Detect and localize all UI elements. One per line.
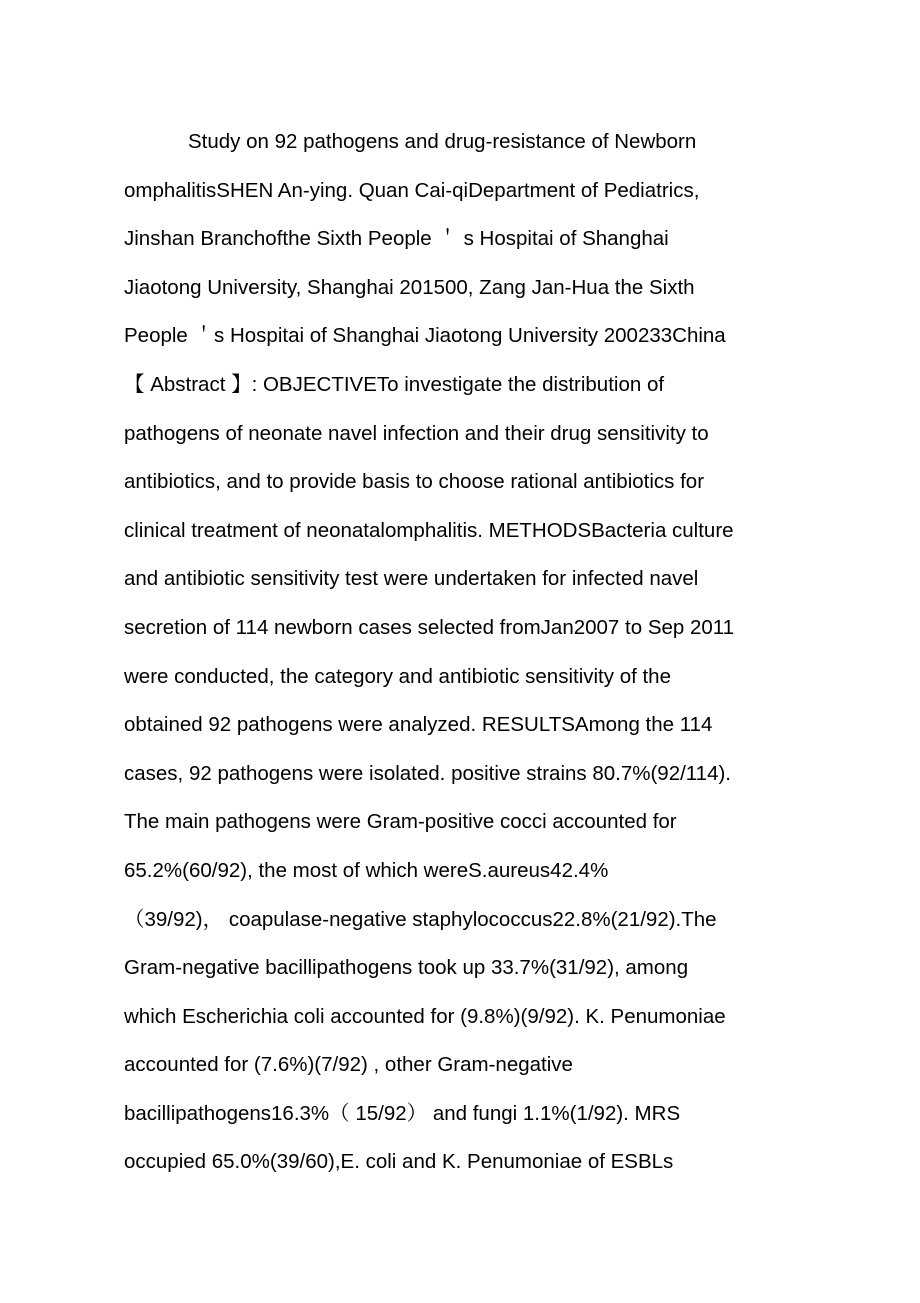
text-line: clinical treatment of neonatalomphalitis. METHODSBacteria culture <box>124 518 734 542</box>
text-line: People ＇s Hospitai of Shanghai Jiaotong University 200233China <box>124 324 726 348</box>
text-line: which Escherichia coli accounted for (9.8%)(9/92). K. Penumoniae <box>124 1004 726 1028</box>
text-line: cases, 92 pathogens were isolated. positive strains 80.7%(92/114). <box>124 761 732 785</box>
text-line: Jinshan Branchofthe Sixth People ＇ s Hospitai of Shanghai <box>124 227 669 251</box>
text-line: Gram-negative bacillipathogens took up 33.7%(31/92), among <box>124 956 689 980</box>
text-line: obtained 92 pathogens were analyzed. RESULTSAmong the 114 <box>124 713 713 737</box>
text-line: occupied 65.0%(39/60),E. coli and K. Penumoniae of ESBLs <box>124 1150 674 1174</box>
text-line: pathogens of neonate navel infection and their drug sensitivity to <box>124 421 709 445</box>
text-line: omphalitisSHEN An-ying. Quan Cai-qiDepartment of Pediatrics, <box>124 178 700 202</box>
text-line: antibiotics, and to provide basis to choose rational antibiotics for <box>124 470 705 494</box>
abstract-heading-line: 【 Abstract 】: OBJECTIVETo investigate the distribution of <box>124 372 665 396</box>
title-line: Study on 92 pathogens and drug-resistance of Newborn <box>188 130 697 153</box>
abstract-text-block <box>124 118 804 1187</box>
text-line: accounted for (7.6%)(7/92) , other Gram-negative <box>124 1053 573 1077</box>
text-line: were conducted, the category and antibiotic sensitivity of the <box>124 664 671 688</box>
text-line: 65.2%(60/92), the most of which wereS.aureus42.4% <box>124 858 609 882</box>
text-line: The main pathogens were Gram-positive cocci accounted for <box>124 810 677 834</box>
text-line: Jiaotong University, Shanghai 201500, Zang Jan-Hua the Sixth <box>124 275 695 299</box>
text-line: and antibiotic sensitivity test were undertaken for infected navel <box>124 567 699 591</box>
text-line: bacillipathogens16.3%（ 15/92） and fungi 1.1%(1/92). MRS <box>124 1101 681 1125</box>
text-line: （39/92)， coapulase-negative staphylococcus22.8%(21/92).The <box>124 907 717 931</box>
text-line: secretion of 114 newborn cases selected fromJan2007 to Sep 2011 <box>124 615 735 639</box>
